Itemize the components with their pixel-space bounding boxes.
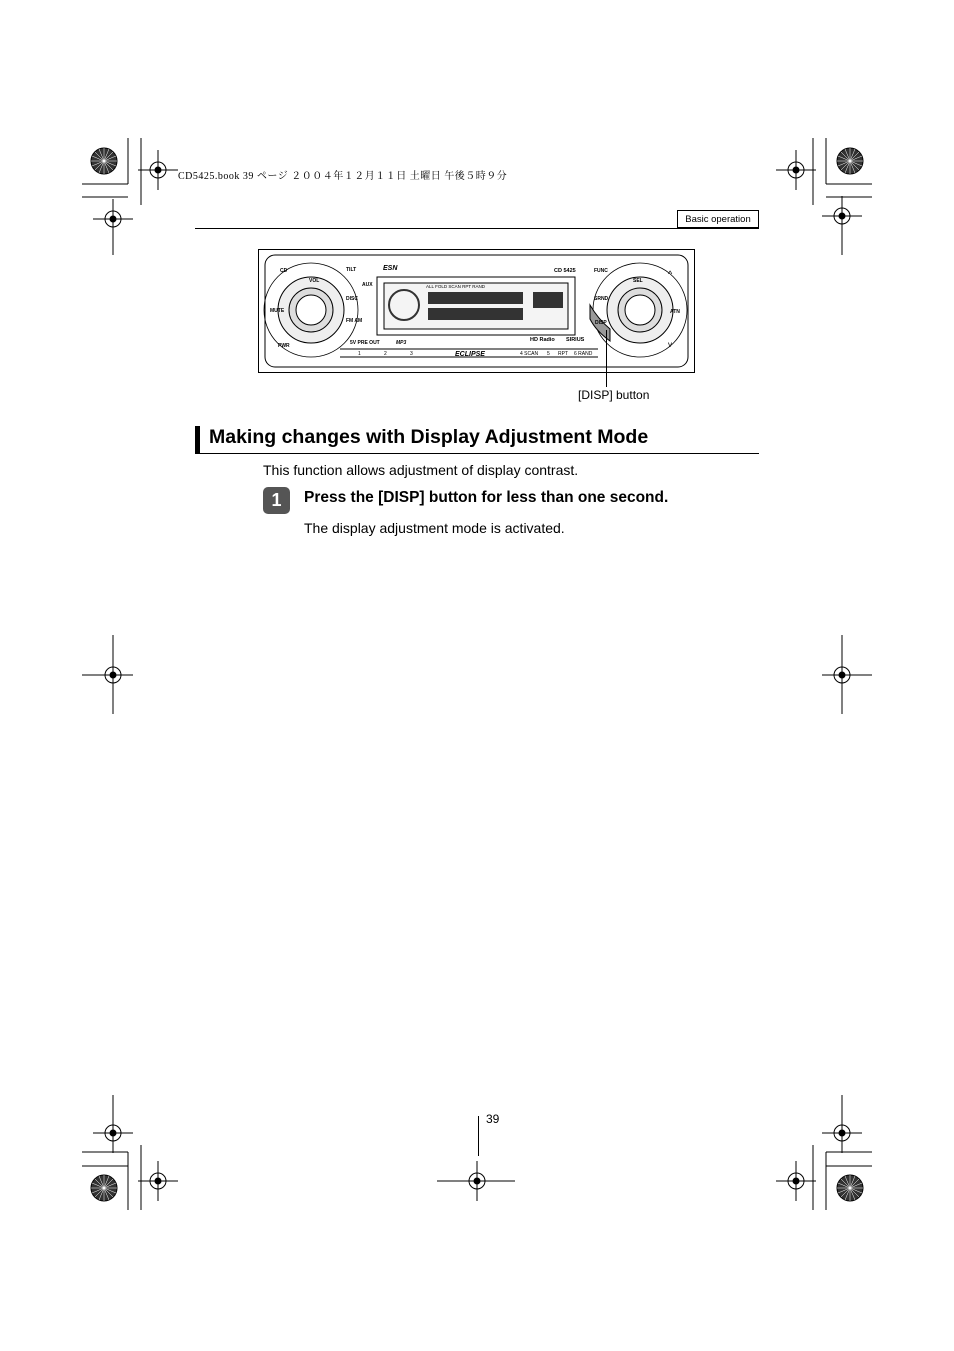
disp-label: DISP (595, 320, 607, 326)
preset-3: 3 (410, 351, 413, 357)
cd-label: CD (280, 268, 288, 274)
section-tab: Basic operation (677, 210, 759, 228)
page-number: 39 (486, 1112, 500, 1126)
head-unit-illustration (258, 249, 695, 373)
lcd-indicators: ALL FOLD SCAN RPT RAND (426, 284, 486, 289)
callout-leader-line (606, 330, 607, 387)
registration-mark-icon (138, 150, 178, 190)
registration-mark-icon (138, 1161, 178, 1201)
intro-text: This function allows adjustment of display contrast. (263, 462, 579, 478)
registration-mark-icon (776, 1161, 816, 1201)
up-arrow-icon: ^ (668, 269, 673, 279)
hd-radio-logo: HD Radio (530, 337, 555, 343)
model-label: CD 5425 (554, 268, 576, 274)
rpt-label: RPT (558, 351, 568, 357)
atn-label: ATN (670, 309, 680, 315)
file-header: CD5425.book 39 ページ ２００４年１２月１１日 土曜日 午後５時９分 (178, 171, 508, 182)
step-title: Press the [DISP] button for less than one second. (304, 489, 669, 506)
disp-button-callout: [DISP] button (578, 388, 650, 402)
star-target-icon (837, 148, 863, 174)
esn-logo: ESN (383, 265, 398, 272)
star-target-icon (91, 1175, 117, 1201)
preset-2: 2 (384, 351, 387, 357)
page-number-rule (478, 1116, 479, 1156)
brand-logo: ECLIPSE (455, 351, 485, 358)
heading-accent-bar (195, 426, 200, 454)
step-number-badge: 1 (263, 487, 290, 514)
step-description: The display adjustment mode is activated. (304, 520, 565, 536)
fm-am-label: FM AM (346, 318, 363, 324)
sirius-logo: SIRIUS (566, 337, 585, 343)
sel-label: SEL (633, 278, 643, 284)
registration-mark-icon (776, 150, 816, 190)
preset-1: 1 (358, 351, 361, 357)
preset-4: 4 SCAN (520, 351, 539, 357)
section-heading: Making changes with Display Adjustment Mode (209, 426, 649, 448)
header-rule (195, 228, 759, 229)
tilt-label: TILT (346, 267, 357, 273)
preout-logo: 5V PRE OUT (350, 340, 380, 346)
heading-rule (195, 453, 759, 454)
down-arrow-icon: v (668, 340, 672, 349)
srnd-label: SRND (594, 296, 609, 302)
vol-label: VOL (309, 278, 320, 284)
aux-label: AUX (362, 282, 373, 288)
star-target-icon (837, 1175, 863, 1201)
preset-5: 5 (547, 351, 550, 357)
preset-6: 6 RAND (574, 351, 593, 357)
func-label: FUNC (594, 268, 608, 274)
pwr-label: PWR (278, 343, 290, 349)
mp3-logo: MP3 (396, 340, 407, 346)
disc-label: DISC (346, 296, 358, 302)
mute-label: MUTE (270, 308, 285, 314)
star-target-icon (91, 148, 117, 174)
